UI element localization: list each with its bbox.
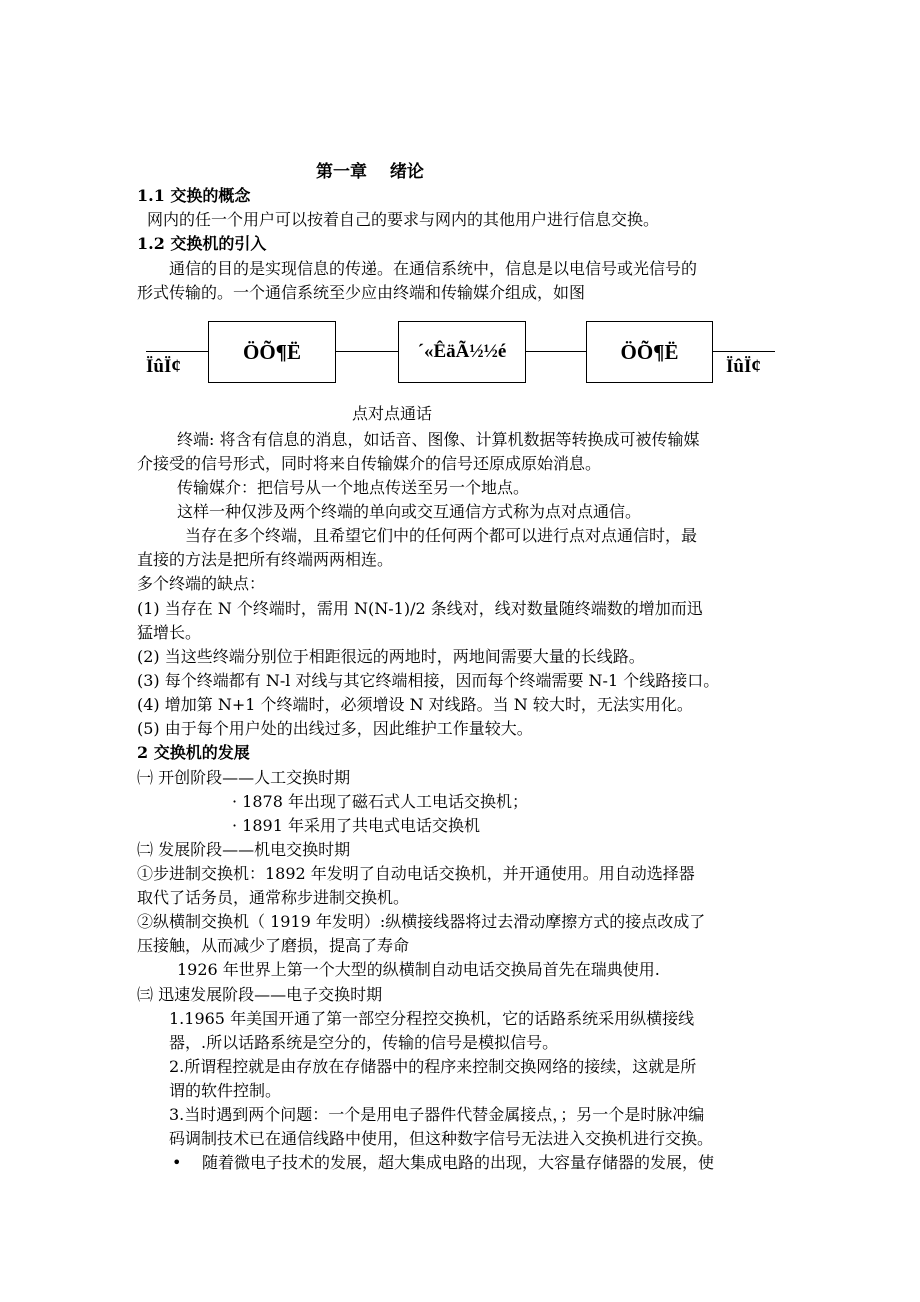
crossbar-line-2: 压接触，从而减少了磨损，提高了寿命	[137, 936, 410, 955]
drawback-5: (5) 由于每个用户处的出线过多，因此维护工作量较大。	[137, 719, 533, 738]
electronic-item-2-line-2: 谓的软件控制。	[169, 1081, 282, 1100]
terminal-box-left	[208, 321, 336, 383]
electronic-item-2-line-1: 2.所谓程控就是由存放在存储器中的程序来控制交换网络的接续，这就是所	[169, 1057, 697, 1076]
terminal-box-left-label: ÖÕ¶Ë	[242, 339, 302, 364]
left-message-label: ÏûÏ¢	[146, 356, 181, 377]
drawback-2: (2) 当这些终端分别位于相距很远的两地时，两地间需要大量的长线路。	[137, 647, 645, 666]
step-switch-line-1: ①步进制交换机：1892 年发明了自动电话交换机，并开通使用。用自动选择器	[137, 864, 695, 883]
link-line-2	[526, 351, 586, 352]
crossbar-line-1: ②纵横制交换机（ 1919 年发明）:纵横接线器将过去滑动摩擦方式的接点改成了	[137, 912, 706, 931]
right-link-line	[713, 351, 775, 352]
multi-terminal-line-1: 当存在多个终端，且希望它们中的任何两个都可以进行点对点通信时，最	[185, 526, 698, 545]
drawback-1-line-1: (1) 当存在 N 个终端时，需用 N(N-1)/2 条线对，线对数量随终端数的增加而迅	[137, 599, 703, 618]
chapter-title: 第一章 绪论	[316, 162, 424, 182]
stage-1-bullet-1: · 1878 年出现了磁石式人工电话交换机；	[232, 792, 528, 811]
section-1-2-heading: 1.2 交换机的引入	[137, 234, 267, 253]
medium-box	[398, 321, 526, 383]
crossbar-line-3: 1926 年世界上第一个大型的纵横制自动电话交换局首先在瑞典使用.	[177, 960, 660, 979]
medium-box-label: ´«ÊäÃ½½é	[417, 341, 507, 362]
terminal-box-right-label: ÖÕ¶Ë	[620, 339, 679, 364]
section-2-heading: 2 交换机的发展	[137, 743, 250, 762]
terminal-definition-line-1: 终端: 将含有信息的消息，如话音、图像、计算机数据等转换成可被传输媒	[177, 430, 700, 449]
right-message-label: ÏûÏ¢	[726, 356, 761, 377]
section-1-1-text: 网内的任一个用户可以按着自己的要求与网内的其他用户进行信息交换。	[147, 210, 660, 229]
section-1-2-line-2: 形式传输的。一个通信系统至少应由终端和传输媒介组成，如图	[137, 283, 586, 302]
electronic-item-1-line-1: 1.1965 年美国开通了第一部空分程控交换机，它的话路系统采用纵横接线	[169, 1009, 695, 1028]
drawback-1-line-2: 猛增长。	[137, 623, 202, 642]
drawbacks-heading: 多个终端的缺点：	[137, 574, 266, 593]
stage-3-heading: ㈢ 迅速发展阶段——电子交换时期	[137, 985, 383, 1004]
drawback-3: (3) 每个终端都有 N-l 对线与其它终端相接，因而每个终端需要 N-1 个线路接口。	[137, 671, 720, 690]
point-to-point-definition: 这样一种仅涉及两个终端的单向或交互通信方式称为点对点通信。	[177, 502, 642, 521]
bullet-marker: •	[172, 1153, 182, 1172]
drawback-4: (4) 增加第 N+1 个终端时，必须增设 N 对线路。当 N 较大时，无法实用化。	[137, 695, 693, 714]
stage-1-bullet-2: · 1891 年采用了共电式电话交换机	[232, 816, 480, 835]
electronic-item-3-line-1: 3.当时遇到两个问题：一个是用电子器件代替金属接点，；另一个是时脉冲编	[169, 1105, 705, 1124]
diagram-caption: 点对点通话	[352, 404, 433, 423]
bullet-text: 随着微电子技术的发展，超大集成电路的出现，大容量存储器的发展，使	[202, 1153, 715, 1172]
step-switch-line-2: 取代了话务员，通常称步进制交换机。	[137, 888, 410, 907]
left-link-line	[146, 351, 208, 352]
terminal-definition-line-2: 介接受的信号形式，同时将来自传输媒介的信号还原成原始消息。	[137, 454, 602, 473]
stage-2-heading: ㈡ 发展阶段——机电交换时期	[137, 840, 351, 859]
section-1-2-line-1: 通信的目的是实现信息的传递。在通信系统中，信息是以电信号或光信号的	[169, 259, 698, 278]
medium-definition: 传输媒介：把信号从一个地点传送至另一个地点。	[177, 478, 530, 497]
multi-terminal-line-2: 直接的方法是把所有终端两两相连。	[137, 550, 394, 569]
electronic-item-3-line-2: 码调制技术已在通信线路中使用，但这种数字信号无法进入交换机进行交换。	[169, 1129, 714, 1148]
electronic-item-1-line-2: 器，.所以话路系统是空分的，传输的信号是模拟信号。	[169, 1033, 559, 1052]
section-1-1-heading: 1.1 交换的概念	[137, 186, 251, 205]
terminal-box-right	[586, 321, 713, 383]
stage-1-heading: ㈠ 开创阶段——人工交换时期	[137, 768, 351, 787]
link-line-1	[336, 351, 398, 352]
